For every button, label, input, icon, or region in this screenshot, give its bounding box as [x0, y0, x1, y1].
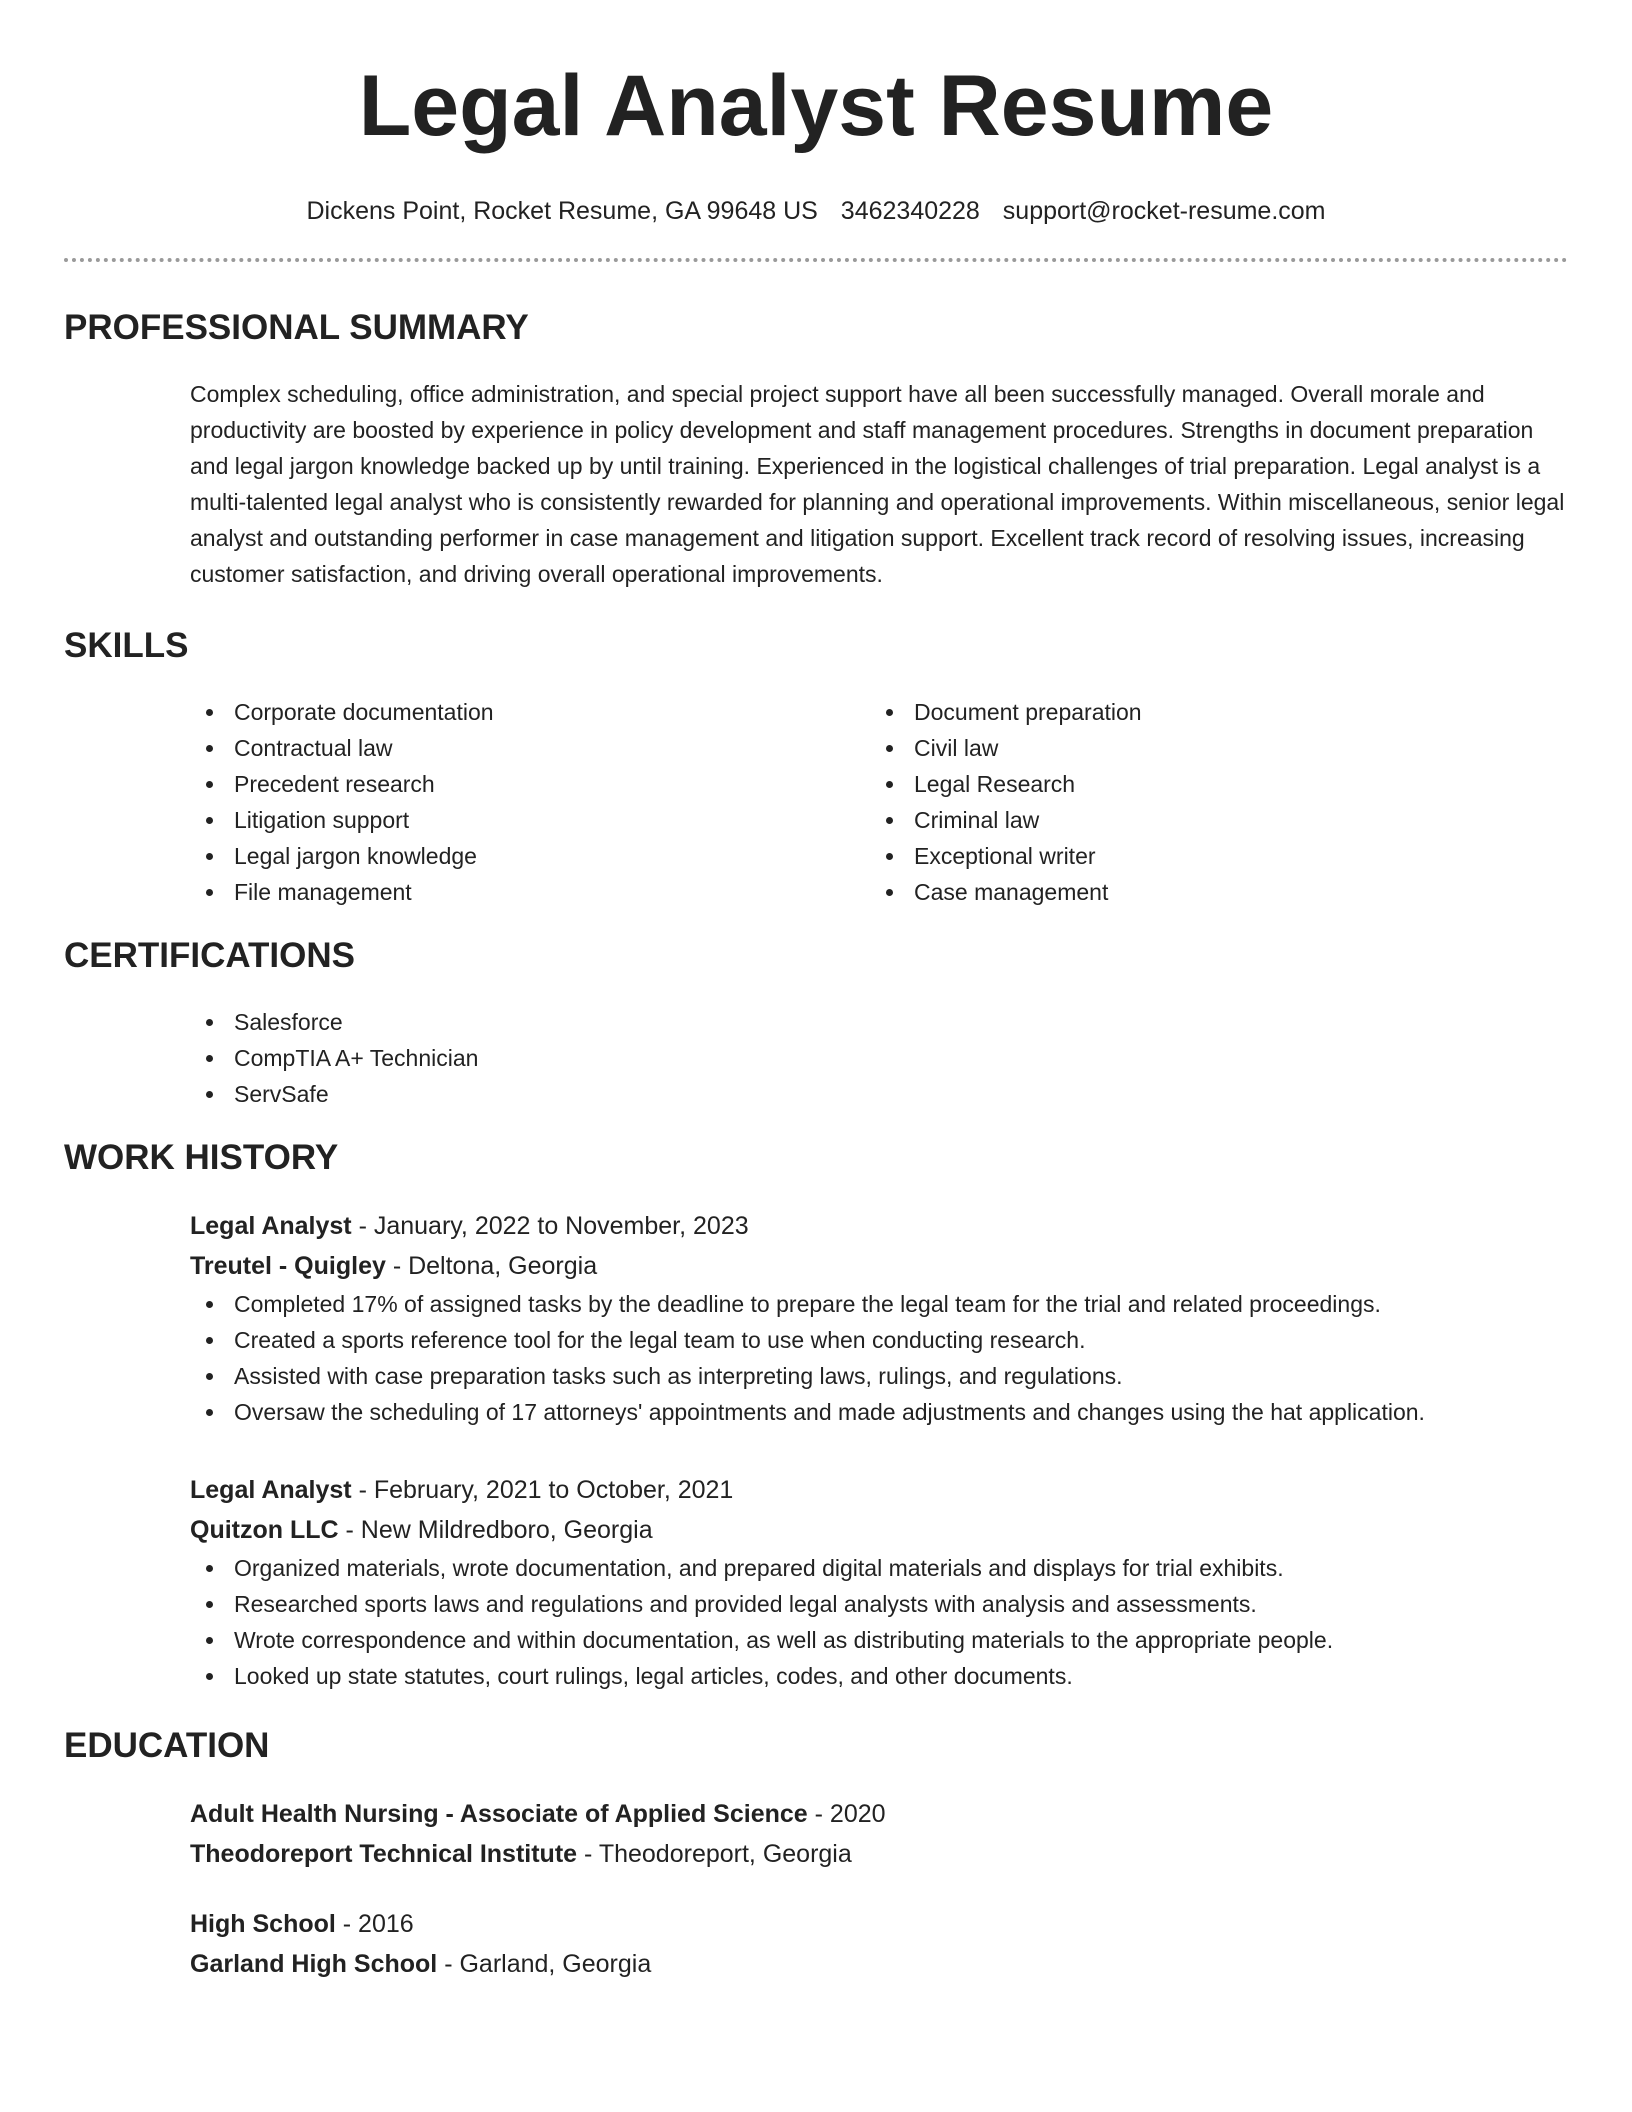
job-bullet: Completed 17% of assigned tasks by the deadline to prepare the legal team for the trial and related proceedings.: [190, 1286, 1568, 1322]
education-school-line: [190, 1944, 1568, 1984]
job-dates: - January, 2022 to November, 2023: [351, 1212, 749, 1240]
contact-address: Dickens Point, Rocket Resume, GA 99648 US: [306, 197, 818, 225]
education-entry: [190, 1904, 1568, 1984]
skill-item: Litigation support: [190, 802, 870, 838]
skill-item: Legal Research: [870, 766, 1550, 802]
education-school: Garland High School: [190, 1950, 438, 1978]
skill-item: Case management: [870, 874, 1550, 910]
job-bullet: Created a sports reference tool for the legal team to use when conducting research.: [190, 1322, 1568, 1358]
summary-heading: PROFESSIONAL SUMMARY: [64, 308, 529, 347]
education-year: - 2016: [335, 1910, 414, 1938]
work-history-heading: WORK HISTORY: [64, 1138, 339, 1177]
skills-column-right: [870, 694, 1550, 910]
education-degree: High School: [190, 1910, 336, 1938]
job-bullet: Looked up state statutes, court rulings, legal articles, codes, and other documents.: [190, 1658, 1568, 1694]
education-heading: EDUCATION: [64, 1726, 270, 1765]
job-bullet: Researched sports laws and regulations and provided legal analysts with analysis and assessments.: [190, 1586, 1568, 1622]
skill-item: Criminal law: [870, 802, 1550, 838]
education-location: - Theodoreport, Georgia: [577, 1840, 852, 1868]
certification-item: CompTIA A+ Technician: [190, 1040, 1568, 1076]
certifications-list: [190, 1004, 1568, 1112]
skill-item: Precedent research: [190, 766, 870, 802]
skill-item: File management: [190, 874, 870, 910]
job-entry: [190, 1206, 1568, 1430]
education-entry: [190, 1794, 1568, 1874]
header-divider: [64, 258, 1568, 262]
job-bullet: Organized materials, wrote documentation, and prepared digital materials and displays for trial exhibits.: [190, 1550, 1568, 1586]
contact-phone: 3462340228: [840, 197, 980, 225]
certifications-heading: CERTIFICATIONS: [64, 936, 356, 975]
job-entry: [190, 1470, 1568, 1694]
work-history: [190, 1206, 1568, 1694]
job-bullets: [190, 1286, 1568, 1430]
contact-line: [64, 194, 1568, 228]
job-location: - Deltona, Georgia: [385, 1252, 598, 1280]
education-degree-line: [190, 1904, 1568, 1944]
education-degree: Adult Health Nursing - Associate of Applied Science: [190, 1800, 808, 1828]
job-dates: - February, 2021 to October, 2021: [351, 1476, 734, 1504]
summary-text: Complex scheduling, office administration, and special project support have all been successfully managed. Overall morale and productivity are boosted by experience in policy development and staff management procedures. Strengths in document preparation and legal jargon knowledge backed up by until training. Experienced in the logistical challenges of trial preparation. Legal analyst is a multi-talented legal analyst who is consistently rewarded for planning and operational improvements. Within miscellaneous, senior legal analyst and outstanding performer in case management and litigation support. Excellent track record of resolving issues, increasing customer satisfaction, and driving overall operational improvements.: [190, 381, 1565, 587]
job-title: Legal Analyst: [190, 1476, 352, 1504]
education-location: - Garland, Georgia: [437, 1950, 652, 1978]
education-school-line: [190, 1834, 1568, 1874]
skill-item: Legal jargon knowledge: [190, 838, 870, 874]
job-bullet: Oversaw the scheduling of 17 attorneys' appointments and made adjustments and changes using the hat application.: [190, 1394, 1568, 1430]
skill-item: Corporate documentation: [190, 694, 870, 730]
education-degree-line: [190, 1794, 1568, 1834]
skill-item: Document preparation: [870, 694, 1550, 730]
job-title-line: [190, 1206, 1568, 1246]
skill-item: Civil law: [870, 730, 1550, 766]
job-location: - New Mildredboro, Georgia: [338, 1516, 653, 1544]
education-list: [190, 1794, 1568, 1984]
resume-title: Legal Analyst Resume: [358, 58, 1274, 154]
job-company-line: [190, 1246, 1568, 1286]
job-bullets: [190, 1550, 1568, 1694]
job-company: Treutel - Quigley: [190, 1252, 386, 1280]
education-school: Theodoreport Technical Institute: [190, 1840, 578, 1868]
job-bullet: Assisted with case preparation tasks such as interpreting laws, rulings, and regulations.: [190, 1358, 1568, 1394]
skills-grid: [190, 694, 1568, 910]
skills-heading: SKILLS: [64, 626, 189, 665]
certification-item: Salesforce: [190, 1004, 1568, 1040]
job-company-line: [190, 1510, 1568, 1550]
job-bullet: Wrote correspondence and within documentation, as well as distributing materials to the appropriate people.: [190, 1622, 1568, 1658]
skill-item: Contractual law: [190, 730, 870, 766]
skills-column-left: [190, 694, 870, 910]
job-title: Legal Analyst: [190, 1212, 352, 1240]
skill-item: Exceptional writer: [870, 838, 1550, 874]
job-title-line: [190, 1470, 1568, 1510]
education-year: - 2020: [807, 1800, 886, 1828]
job-company: Quitzon LLC: [190, 1516, 339, 1544]
certification-item: ServSafe: [190, 1076, 1568, 1112]
contact-email: support@rocket-resume.com: [1002, 197, 1326, 225]
